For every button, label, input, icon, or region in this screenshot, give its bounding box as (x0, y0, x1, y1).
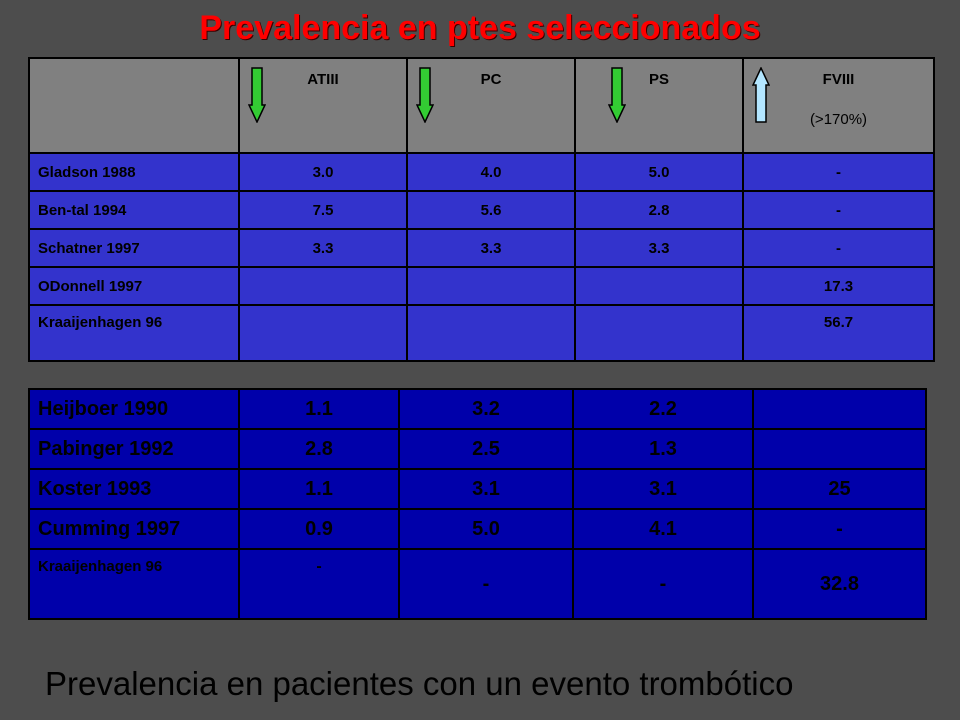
table-header-row (29, 58, 934, 153)
cell-fviii: - (753, 509, 926, 549)
cell-pc: 4.0 (407, 153, 575, 191)
header-sublabel: (>170%) (809, 111, 868, 128)
row-name: Schatner 1997 (29, 229, 239, 267)
slide-caption: Prevalencia en pacientes con un evento trombótico (45, 665, 794, 702)
row-name: Heijboer 1990 (29, 389, 239, 429)
row-name: Koster 1993 (29, 469, 239, 509)
header-label: PS (648, 71, 669, 88)
cell-atiii (239, 267, 407, 305)
cell-pc (407, 305, 575, 361)
cell-ps: 4.1 (573, 509, 753, 549)
header-pc (407, 58, 575, 153)
cell-pc: 5.0 (399, 509, 573, 549)
cell-fviii: 17.3 (743, 267, 934, 305)
table-row (29, 509, 926, 549)
header-label: ATIII (307, 71, 339, 88)
cell-ps: - (573, 549, 753, 619)
cell-pc: 2.5 (399, 429, 573, 469)
header-ps (575, 58, 743, 153)
table-row (29, 191, 934, 229)
table-row (29, 267, 934, 305)
header-label: PC (480, 71, 502, 88)
cell-fviii: - (743, 153, 934, 191)
cell-atiii: 3.0 (239, 153, 407, 191)
header-label: FVIII (822, 71, 855, 88)
cell-ps: 3.3 (575, 229, 743, 267)
cell-fviii: - (743, 191, 934, 229)
cell-atiii: 1.1 (239, 469, 399, 509)
cell-fviii (753, 429, 926, 469)
row-name: Kraaijenhagen 96 (29, 549, 239, 619)
cell-atiii: 3.3 (239, 229, 407, 267)
table-row (29, 153, 934, 191)
cell-fviii: 56.7 (743, 305, 934, 361)
table-row (29, 429, 926, 469)
table-row (29, 305, 934, 361)
slide-title: Prevalencia en ptes seleccionados (199, 9, 761, 47)
cell-fviii: - (743, 229, 934, 267)
cell-ps: 2.2 (573, 389, 753, 429)
row-name: Ben-tal 1994 (29, 191, 239, 229)
cell-atiii: 0.9 (239, 509, 399, 549)
cell-atiii: 7.5 (239, 191, 407, 229)
row-name: ODonnell 1997 (29, 267, 239, 305)
cell-ps (575, 267, 743, 305)
row-name: Cumming 1997 (29, 509, 239, 549)
cell-fviii: 32.8 (753, 549, 926, 619)
table-row (29, 549, 926, 619)
cell-ps (575, 305, 743, 361)
cell-ps: 5.0 (575, 153, 743, 191)
table-row (29, 389, 926, 429)
cell-ps: 2.8 (575, 191, 743, 229)
header-atiii (239, 58, 407, 153)
cell-fviii (753, 389, 926, 429)
row-name: Gladson 1988 (29, 153, 239, 191)
table-row (29, 229, 934, 267)
cell-atiii: - (239, 549, 399, 619)
cell-pc (407, 267, 575, 305)
cell-pc: 3.3 (407, 229, 575, 267)
cell-fviii: 25 (753, 469, 926, 509)
header-fviii (743, 58, 934, 153)
cell-atiii (239, 305, 407, 361)
prevalence-table-selected (28, 57, 935, 362)
cell-pc: 3.2 (399, 389, 573, 429)
header-empty-cell (29, 58, 239, 153)
cell-pc: 5.6 (407, 191, 575, 229)
table-row (29, 469, 926, 509)
cell-atiii: 2.8 (239, 429, 399, 469)
row-name: Pabinger 1992 (29, 429, 239, 469)
cell-pc: - (399, 549, 573, 619)
cell-atiii: 1.1 (239, 389, 399, 429)
row-name: Kraaijenhagen 96 (29, 305, 239, 361)
cell-pc: 3.1 (399, 469, 573, 509)
prevalence-table-thrombotic (28, 388, 927, 620)
cell-ps: 1.3 (573, 429, 753, 469)
cell-ps: 3.1 (573, 469, 753, 509)
